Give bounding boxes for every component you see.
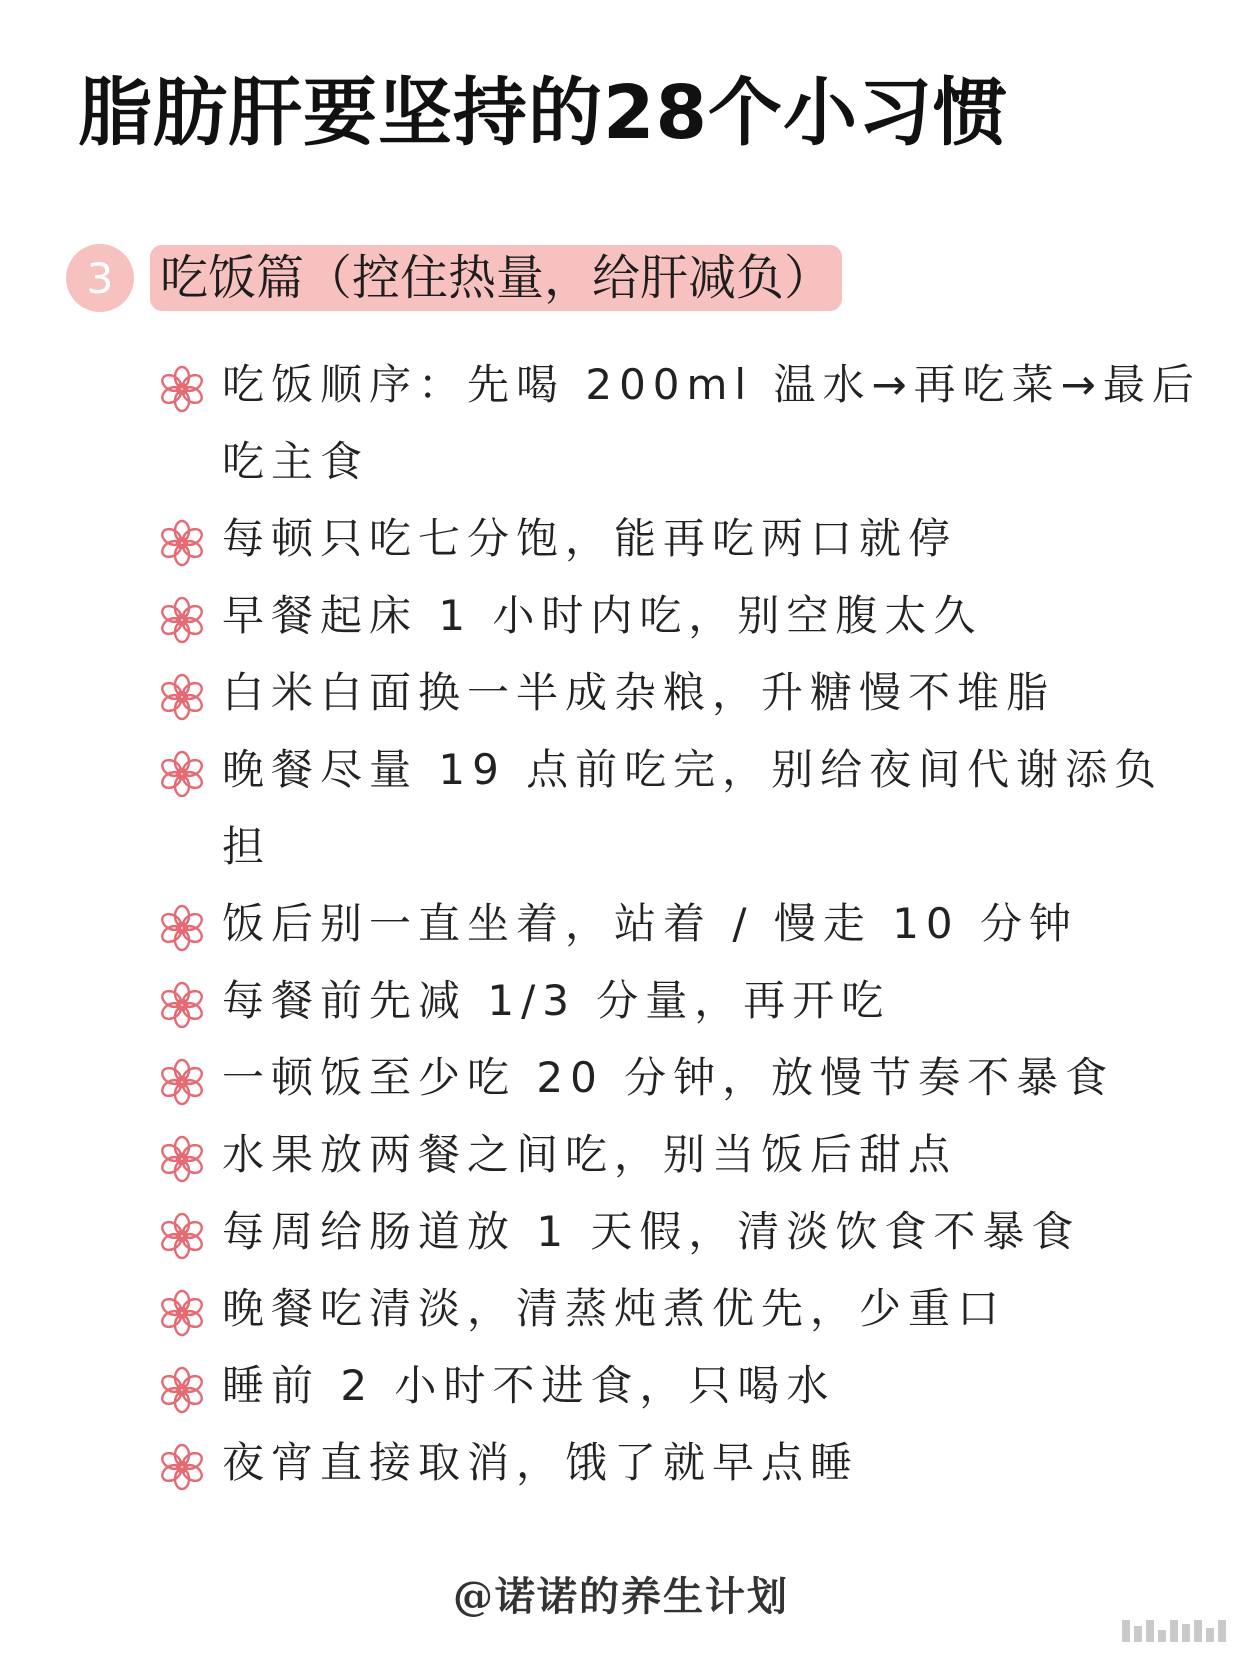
section-header [66, 244, 842, 312]
flower-icon [158, 976, 206, 1024]
habit-item [158, 1116, 1208, 1193]
flower-icon [158, 514, 206, 562]
page-title: 脂肪肝要坚持的28个小习惯 [78, 70, 1008, 156]
flower-icon [158, 360, 206, 408]
flower-icon [158, 899, 206, 947]
habit-text: 夜宵直接取消，饿了就早点睡 [222, 1438, 860, 1487]
flower-icon [158, 1207, 206, 1255]
watermark-barcode [1122, 1620, 1226, 1642]
habit-item [158, 1347, 1208, 1424]
habit-text: 白米白面换一半成杂粮，升糖慢不堆脂 [222, 668, 1056, 717]
habit-item [158, 654, 1208, 731]
flower-icon [158, 1361, 206, 1409]
flower-icon [158, 745, 206, 793]
habit-text: 晚餐吃清淡，清蒸炖煮优先，少重口 [222, 1284, 1007, 1333]
habit-item [158, 1039, 1208, 1116]
habit-item [158, 577, 1208, 654]
flower-icon [158, 668, 206, 716]
habit-item [158, 885, 1208, 962]
section-title: 吃饭篇（控住热量，给肝减负） [150, 245, 842, 311]
habit-item [158, 1424, 1208, 1501]
habit-text: 晚餐尽量 19 点前吃完，别给夜间代谢添负担 [222, 745, 1164, 871]
habit-item [158, 346, 1208, 500]
habit-item [158, 962, 1208, 1039]
habit-text: 每周给肠道放 1 天假，清淡饮食不暴食 [222, 1207, 1081, 1256]
habit-text: 早餐起床 1 小时内吃，别空腹太久 [222, 591, 983, 640]
flower-icon [158, 591, 206, 639]
habit-item [158, 1193, 1208, 1270]
flower-icon [158, 1130, 206, 1178]
habit-text: 饭后别一直坐着，站着 / 慢走 10 分钟 [222, 899, 1078, 948]
habit-text: 一顿饭至少吃 20 分钟，放慢节奏不暴食 [222, 1053, 1115, 1102]
habit-item [158, 500, 1208, 577]
habit-text: 睡前 2 小时不进食，只喝水 [222, 1361, 836, 1410]
flower-icon [158, 1284, 206, 1332]
flower-icon [158, 1053, 206, 1101]
flower-icon [158, 1438, 206, 1486]
habit-text: 水果放两餐之间吃，别当饭后甜点 [222, 1130, 958, 1179]
author-signature: @诺诺的养生计划 [453, 1573, 789, 1620]
habit-list [158, 346, 1208, 1501]
section-number-badge: 3 [66, 244, 134, 312]
habit-text: 每顿只吃七分饱，能再吃两口就停 [222, 514, 958, 563]
habit-text: 每餐前先减 1/3 分量，再开吃 [222, 976, 891, 1025]
habit-item [158, 1270, 1208, 1347]
habit-item [158, 731, 1208, 885]
habit-text: 吃饭顺序：先喝 200ml 温水→再吃菜→最后吃主食 [222, 360, 1201, 486]
